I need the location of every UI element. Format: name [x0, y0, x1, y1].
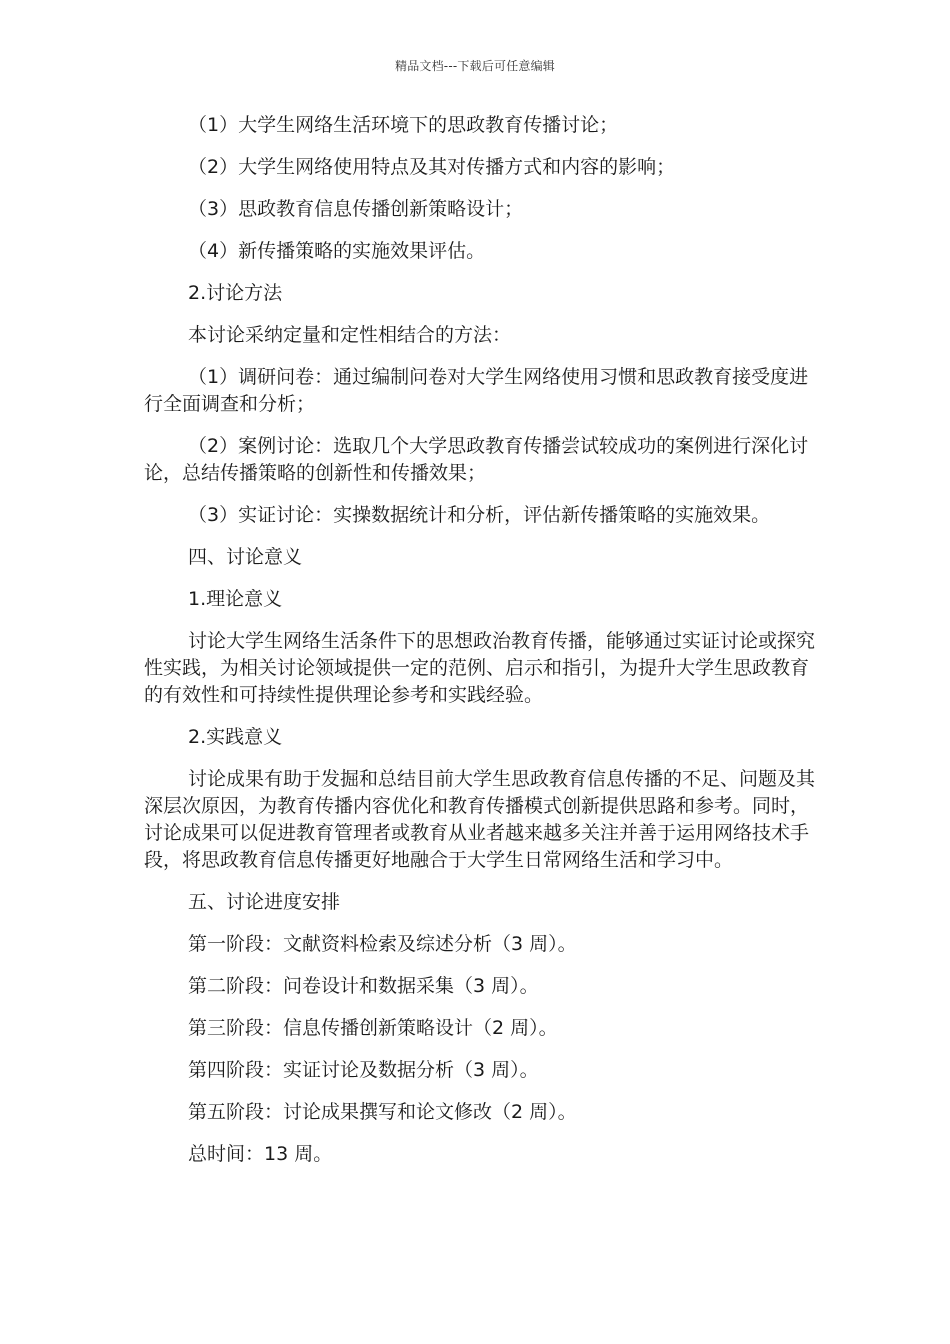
page-header: 精品文档---下载后可任意编辑	[395, 59, 555, 73]
schedule-phase-4: 第四阶段：实证讨论及数据分析（3 周）。	[188, 1059, 539, 1081]
method-item-3: （3）实证讨论：实操数据统计和分析，评估新传播策略的实施效果。	[188, 504, 771, 526]
schedule-total: 总时间：13 周。	[188, 1143, 333, 1165]
practical-paragraph: 讨论成果有助于发掘和总结目前大学生思政教育信息传播的不足、问题及其深层次原因，为教育传播内容优化和教育传播模式创新提供思路和参考。同时，讨论成果可以促进教育管理者或教育从业者越来越多关注并善于运用网络技术手段，将思政教育信息传播更好地融合于大学生日常网络生活和学习中。	[144, 768, 816, 871]
subheading-practical: 2.实践意义	[188, 726, 283, 748]
section-heading-significance: 四、讨论意义	[188, 546, 303, 568]
document-body	[144, 112, 819, 1183]
schedule-phase-3: 第三阶段：信息传播创新策略设计（2 周）。	[188, 1017, 558, 1039]
section-heading-methods: 2.讨论方法	[188, 282, 283, 304]
section-heading-schedule: 五、讨论进度安排	[188, 891, 341, 913]
research-content-item-2: （2）大学生网络使用特点及其对传播方式和内容的影响；	[188, 156, 676, 178]
method-item-1: （1）调研问卷：通过编制问卷对大学生网络使用习惯和思政教育接受度进行全面调查和分析；	[144, 366, 809, 415]
schedule-phase-1: 第一阶段：文献资料检索及综述分析（3 周）。	[188, 933, 577, 955]
research-content-item-4: （4）新传播策略的实施效果评估。	[188, 240, 486, 262]
theoretical-paragraph: 讨论大学生网络生活条件下的思想政治教育传播，能够通过实证讨论或探究性实践，为相关讨论领域提供一定的范例、启示和指引，为提升大学生思政教育的有效性和可持续性提供理论参考和实践经验。	[144, 630, 816, 706]
research-content-item-3: （3）思政教育信息传播创新策略设计；	[188, 198, 524, 220]
subheading-theoretical: 1.理论意义	[188, 588, 283, 610]
research-content-item-1: （1）大学生网络生活环境下的思政教育传播讨论；	[188, 114, 619, 136]
methods-intro: 本讨论采纳定量和定性相结合的方法：	[188, 324, 512, 346]
schedule-phase-5: 第五阶段：讨论成果撰写和论文修改（2 周）。	[188, 1101, 577, 1123]
method-item-2: （2）案例讨论：选取几个大学思政教育传播尝试较成功的案例进行深化讨论，总结传播策略的创新性和传播效果；	[144, 435, 809, 484]
schedule-phase-2: 第二阶段：问卷设计和数据采集（3 周）。	[188, 975, 539, 997]
